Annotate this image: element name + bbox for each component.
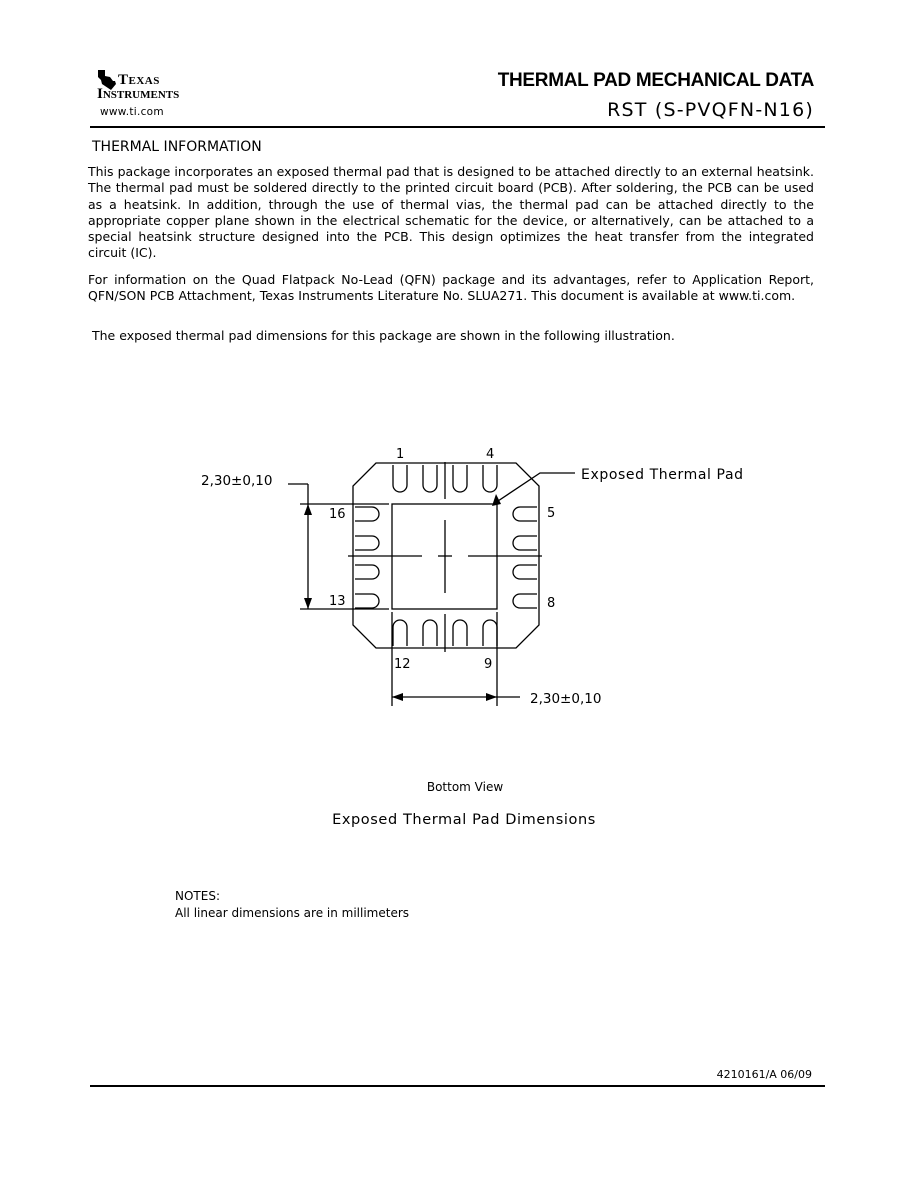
pin-label-5: 5 [547,506,556,521]
pin-label-1: 1 [396,447,405,462]
dimension-vertical-label: 2,30±0,10 [201,473,273,489]
pin-top-2 [423,465,437,492]
pin-label-13: 13 [329,594,346,609]
arrow-left [392,693,403,701]
dimension-horizontal-label: 2,30±0,10 [530,691,602,707]
pin-label-4: 4 [486,447,495,462]
callout-leader [495,473,575,503]
pin-top-4 [483,465,497,492]
pin-right-7 [513,565,537,579]
pin-top-1 [393,465,407,492]
pin-left-15 [355,536,379,550]
pin-label-12: 12 [394,657,411,672]
pin-left-14 [355,565,379,579]
pin-bottom-9 [483,620,497,646]
pin-left-13 [355,594,379,608]
figure-caption: Exposed Thermal Pad Dimensions [332,812,596,828]
notes-line: All linear dimensions are in millimeters [175,906,410,920]
paragraph-3: The exposed thermal pad dimensions for this package are shown in the following illustration. [92,328,675,343]
footer-rule [90,1085,825,1087]
package-designator: RST (S-PVQFN-N16) [607,99,814,121]
section-heading: THERMAL INFORMATION [92,139,262,155]
pin-bottom-11 [423,620,437,646]
view-label: Bottom View [426,780,504,794]
arrow-up [304,504,312,515]
pin-label-9: 9 [484,657,493,672]
paragraph-2: For information on the Quad Flatpack No-Lead (QFN) package and its advantages, refer to Application Report, QFN/SON PCB Attachment, Texas Instruments Literature No. SLUA271. This document is available at www.ti.com. [88,272,814,304]
pin-left-16 [355,507,379,521]
logo-word-instruments: Instruments [97,86,180,102]
pin-right-8 [513,594,537,608]
page-title: THERMAL PAD MECHANICAL DATA [497,70,814,91]
callout-label: Exposed Thermal Pad [581,467,744,483]
document-number: 4210161/A 06/09 [716,1068,812,1081]
pin-bottom-12 [393,620,407,646]
logo-url: www.ti.com [100,106,164,118]
logo-word-texas: Texas [118,72,160,88]
paragraph-1: This package incorporates an exposed thermal pad that is designed to be attached directly to an external heatsink. The thermal pad must be soldered directly to the printed circuit board (PCB). After soldering, the PCB can be used as a heatsink. In addition, through the use of thermal vias, the thermal pad can be attached directly to the appropriate copper plane shown in the electrical schematic for the device, or alternatively, can be attached to a special heatsink structure designed into the PCB. This design optimizes the heat transfer from the integrated circuit (IC). [88,164,814,261]
notes-block [175,888,409,922]
pin-right-5 [513,507,537,521]
arrow-right [486,693,497,701]
pin-label-8: 8 [547,596,556,611]
notes-heading: NOTES: [175,889,220,903]
pin-right-6 [513,536,537,550]
arrow-down [304,598,312,609]
pin-label-16: 16 [329,507,346,522]
pin-bottom-10 [453,620,467,646]
pin-top-3 [453,465,467,492]
